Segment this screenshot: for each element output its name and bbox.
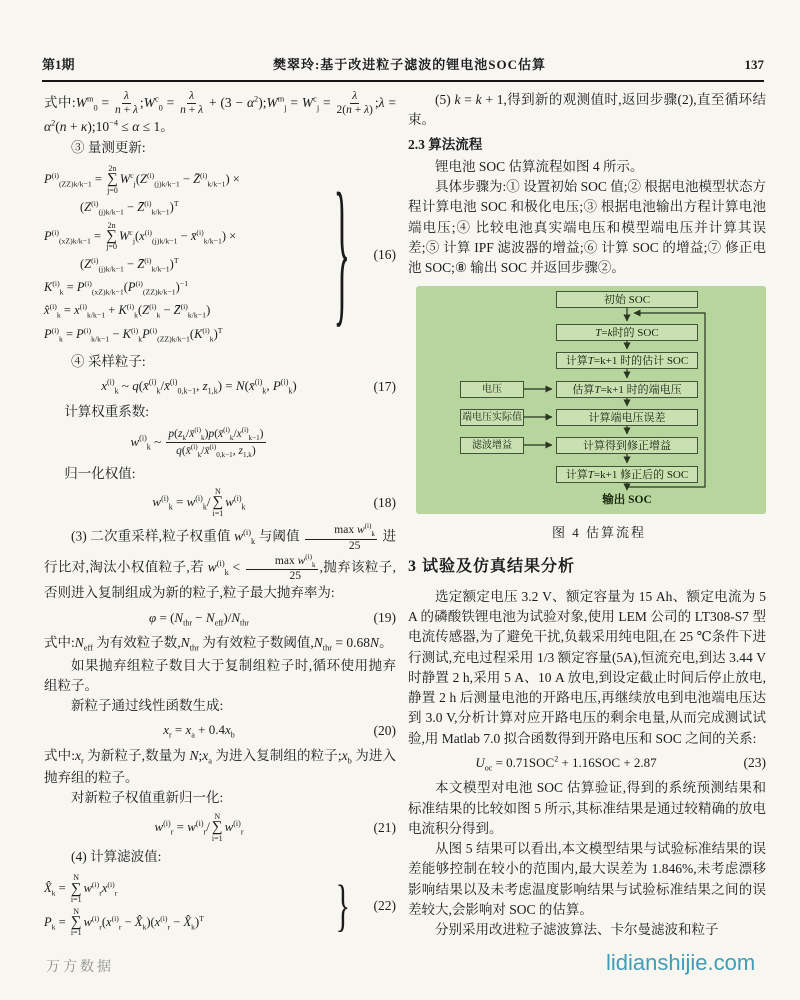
equation-22 — [44, 871, 396, 941]
page-header — [42, 54, 764, 82]
flowchart-panel — [416, 286, 766, 514]
equation-16 — [44, 162, 396, 348]
equation-21 — [44, 813, 396, 843]
paragraph-normalize: 归一化权值: — [64, 465, 136, 481]
left-column — [44, 90, 396, 945]
equation-19 — [44, 608, 396, 630]
paragraph-step5: (5) k = k + 1,得到新的观测值时,返回步骤(2),直至循环结束。 — [408, 92, 766, 128]
equation-20 — [44, 720, 396, 742]
paragraph-resample: (3) 二次重采样,粒子权重值 $w^{(i)}_k$ 与阈值 $\max w^{(i)}_k$ 25 进行比对,淘汰小权值粒子,若 $w^{(i)}_k$ < $\max w^{(i)}_k$ 25 ,抛弃该粒子,否则进入复制组成为新的粒子,粒子最大抛弃率为: — [44, 522, 396, 601]
paragraph-steps: 具体步骤为:① 设置初始 SOC 值;② 根据电池模型状态方程计算电池 SOC 和极化电压;③ 根据电池输出方程计算电池端电压;④ 比较电池真实端电压和模型端电压并计算其误差;⑤ 计算 IPF 滤波器的增益;⑥ 计算 SOC 的增益;⑦ 修正电池 SOC;⑧ 输出 SOC 并返回步骤②。 — [408, 179, 766, 275]
equation-16-lines — [44, 162, 330, 348]
paragraph-new-particle: 新粒子通过线性函数生成: — [71, 698, 224, 713]
paragraph-last: 分别采用改进粒子滤波算法、卡尔曼滤波和粒子 — [435, 922, 719, 938]
equation-16-number: (16) — [373, 246, 396, 262]
item-sample-particles: ④ 采样粒子: — [71, 353, 146, 369]
wanfang-watermark: 万方数据 — [46, 960, 114, 975]
eq16-line4: ($Z^{(i)}_{(j)k/k-1}$ − Z̄$^{(i)}_{k/k-1}$)$^T$ — [80, 255, 179, 274]
flow-label-output-soc: 输出 SOC — [602, 494, 652, 507]
paragraph-where-neff: 式中$:N_{eff}$ 为有效粒子数$,N_{thr}$ 为有效粒子数阈值$,N_{thr} = 0.68N$。 — [44, 635, 393, 653]
flow-box-initial-soc: 初始 SOC — [556, 291, 698, 308]
flow-box-corrected-soc: 计算 T =k+1 修正后的 SOC — [556, 466, 698, 483]
flow-box-volt-error: 计算端电压误差 — [556, 409, 698, 426]
figure-4 — [416, 286, 766, 543]
equation-19-number: (19) — [373, 610, 396, 626]
eq22-line1: $X̂_k$ = N ∑ i=1 $w^{(i)}_rx^{(i)}_r$ — [44, 873, 118, 905]
right-column — [408, 90, 766, 940]
equation-weight — [44, 426, 396, 460]
equation-18-number: (18) — [373, 494, 396, 510]
flow-box-corr-gain: 计算得到修正增益 — [556, 437, 698, 454]
flow-box-terminal-volt: 估算 T =k+1 时的端电压 — [556, 381, 698, 398]
heading-3: 3 试验及仿真结果分析 — [408, 557, 576, 575]
paragraph-flow-intro: 锂电池 SOC 估算流程如图 4 所示。 — [435, 158, 644, 174]
equation-18 — [44, 488, 396, 518]
equation-weight-body: $w^{(i)}_k$ ~ $\frac{p(z_k/x̄^{(i)}_k)p(x̄^{(i)}_k/x^{(i)}_{k-1})}{q(x̄^{(i)}_k/x̄^{(i)}_{0,k-1}, z_{1,k})}$ — [130, 426, 264, 460]
paragraph-experiment: 选定额定电压 3.2 V、额定容量为 15 Ah、额定电流为 5 A 的磷酸铁锂电池为试验对象,使用 LEM 公司的 LT308-S7 型电流传感器,为了避免干扰,负载采用纯电阻,在 25 ℃条件下进行测试,充电过程采用 1/3 额定容量(5A),恒流充电,到达 3.44 V 时静置 2 h,采用 5 A、10 A 放电,到设定截止时间后停止放电,静置 2 h 后测量电池的开路电压,再继续放电到电池端电压达到 3.0 V,分析计算对应开路电压的剩余电量,从而完成测试试验,用 Matlab 7.0 拟合函数得到开路电压和 SOC 之间的关系: — [408, 588, 766, 746]
item-measurement-update: ③ 量测更新: — [71, 139, 146, 155]
equation-22-brace: } — [335, 874, 350, 938]
flow-box-volt-actual: 端电压实际值 — [460, 409, 524, 426]
equation-23-number: (23) — [743, 755, 766, 771]
paragraph-weight-coeff: 计算权重系数: — [64, 403, 150, 419]
equation-17 — [44, 376, 396, 398]
eq16-line3: $P^{(i)}_{(xZ)k/k-1}$ = 2n ∑ j=0 $W^c_j(x^{(i)}_{(j)k/k-1}$ − x̄$^{(i)}_{k/k-1}$) × — [44, 220, 237, 252]
equation-18-body: $w^{(i)}_k = w^{(i)}_k/$ N ∑ i=1 $w^{(i)}_k$ — [152, 486, 246, 518]
site-watermark: lidianshijie.com — [606, 950, 756, 975]
journal-issue: 第1期 — [42, 57, 75, 72]
eq16-line1: $P^{(i)}_{(ZZ)k/k-1}$ = 2n ∑ j=0 $W^c_j(Z^{(i)}_{(j)k/k-1}$ − Z̄$^{(i)}_{k/k-1}$) × — [44, 163, 240, 195]
equation-21-number: (21) — [373, 819, 396, 835]
flow-box-tk-soc: T = k 时的 SOC — [556, 324, 698, 341]
paragraph-model-verify: 本文模型对电池 SOC 估算验证,得到的系统预测结果和标准结果的比较如图 5 所示,其标准结果是通过较精确的放电电流积分得到。 — [408, 780, 766, 836]
paragraph-where-weights: 式中$:W^m_0$ = $\frac{\lambda}{n + \lambda}$ $;W^c_0$ = $\frac{\lambda}{n + \lambda}$ + $(3 - \alpha^2);W^m_j = W^c_j$ = $\frac{\lambda}{2(n + \lambda)}$ ;λ = $\alpha^2(n$ + $\kappa);10^{-4} \le \alpha \le 1$。 — [44, 90, 396, 135]
equation-20-body: $x_r = x_a + 0.4x_b$ — [163, 722, 235, 740]
flow-box-filter-gain: 滤波增益 — [460, 437, 524, 454]
eq16-line5: $K^{(i)}_k = P^{(i)}_{(xZ)k/k-1}(P^{(i)}_{(ZZ)k/k-1})^{-1}$ — [44, 279, 189, 297]
equation-20-number: (20) — [373, 722, 396, 738]
equation-22-number: (22) — [373, 897, 396, 913]
paragraph-result: 从图 5 结果可以看出,本文模型结果与试验标准结果的误差能够控制在较小的范围内,最大误差为 1.846%,未考虑漂移影响结果以及未考虑温度影响结果与试验标准结果之间的误差较大,会影响对 SOC 的估算。 — [408, 841, 766, 917]
equation-17-number: (17) — [373, 378, 396, 394]
page-number: 137 — [744, 57, 764, 72]
equation-22-lines — [44, 871, 332, 941]
eq16-line7: $P^{(i)}_k = P^{(i)}_{k/k-1} - K^{(i)}_kP^{(i)}_{(ZZ)k/k-1}(K^{(i)}_k)^T$ — [44, 325, 223, 344]
eq22-line2: $P_k$ = N ∑ i=1 $w^{(i)}_r(x^{(i)}_r$ − $X̂_k)(x^{(i)}_r$ − $X̂_k)^T$ — [44, 906, 204, 938]
paragraph-discard-group: 如果抛弃组粒子数目大于复制组粒子时,循环使用抛弃组粒子。 — [44, 657, 396, 693]
paragraph-filter-value: (4) 计算滤波值: — [71, 848, 162, 864]
paragraph-where-xr: 式中$:x_r$ 为新粒子,数量为 $N;x_a$ 为进入复制组的粒子$;x_b$ 为进入抛弃组的粒子。 — [44, 747, 396, 786]
equation-21-body: $w^{(i)}_r = w^{(i)}_r/$ N ∑ i=1 $w^{(i)}_r$ — [154, 811, 244, 843]
equation-23-body: $U_{oc} = 0.71SOC^2 + 1.16SOC + 2.87$ — [475, 754, 657, 773]
equation-17-body: $x^{(i)}_k$ ~ q(x̄$^{(i)}_k$/x̄$^{(i)}_{0,k-1}$, $z_{1,k}$) = N(x̄$^{(i)}_k$, $P^{(i)}_k$) — [101, 377, 297, 396]
flow-box-estimate-soc: 计算 T =k+1 时的估计 SOC — [556, 352, 698, 369]
flow-box-voltage: 电压 — [460, 381, 524, 398]
heading-2-3: 2.3 算法流程 — [408, 136, 483, 152]
equation-19-body: $\varphi = (N_{thr} - N_{eff})/N_{thr}$ — [149, 609, 249, 628]
paragraph-renormalize: 对新粒子权值重新归一化: — [71, 790, 224, 806]
eq16-line2: ($Z^{(i)}_{(j)k/k-1}$ − Z̄$^{(i)}_{k/k-1}$)$^T$ — [80, 199, 179, 217]
figure-4-caption: 图 4 估算流程 — [551, 525, 646, 541]
equation-23 — [408, 753, 766, 775]
equation-16-brace: } — [333, 166, 350, 344]
eq16-line6: x̂$^{(i)}_k$ = $x^{(i)}_{k/k-1} + K^{(i)}_k(Z^{(i)}_k$ − Z̄$^{(i)}_{k/k-1}$) — [44, 302, 211, 320]
running-title: 樊翠玲:基于改进粒子滤波的锂电池SOC估算 — [272, 57, 547, 72]
